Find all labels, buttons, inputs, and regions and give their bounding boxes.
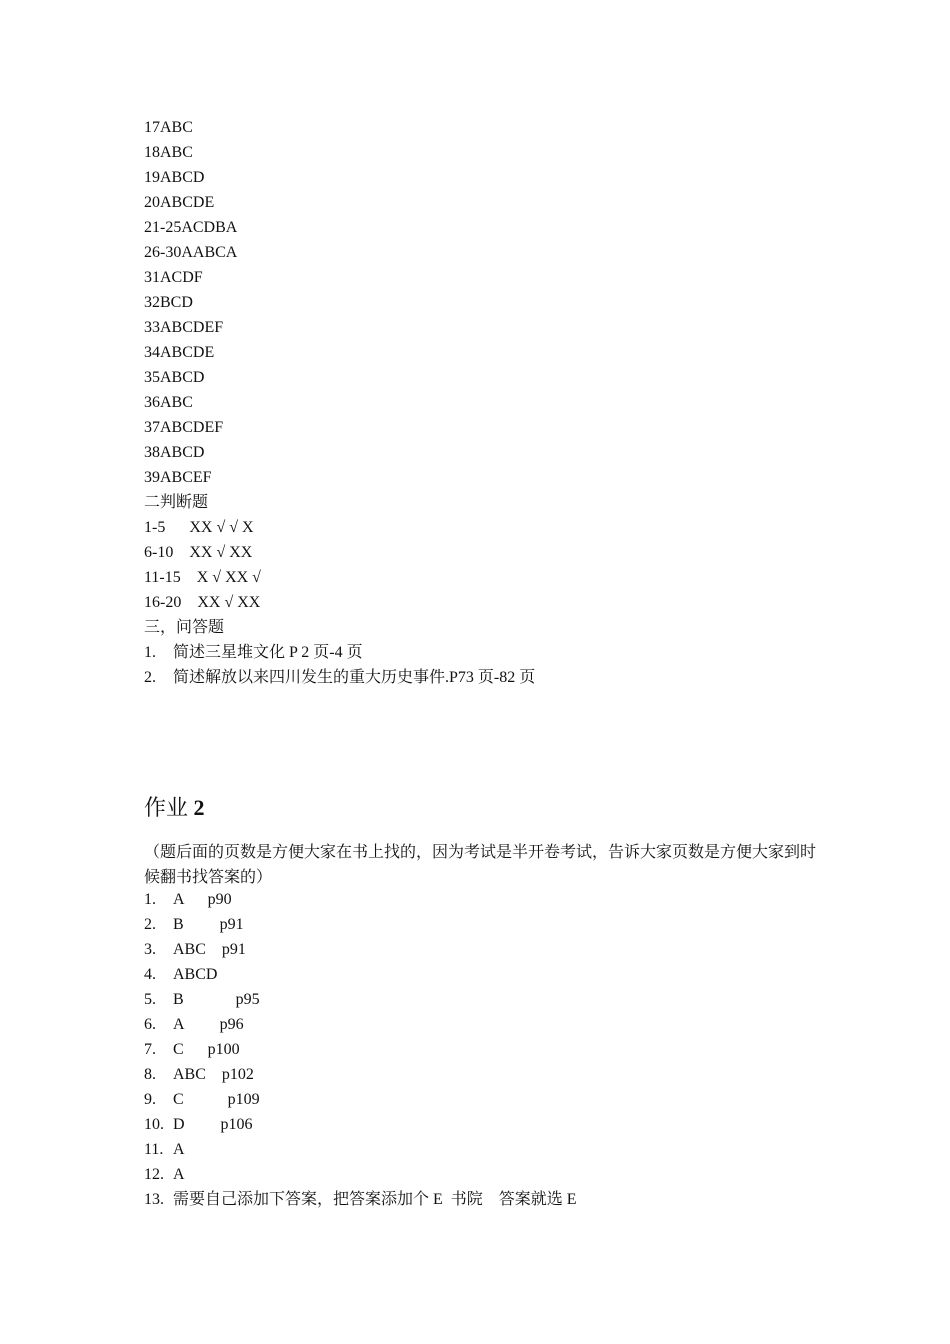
item-text: C p109 — [173, 1091, 260, 1108]
item-number: 3. — [144, 941, 156, 958]
judge-line: 11-15 X √ XX √ — [144, 569, 261, 586]
item-text: C p100 — [173, 1041, 240, 1058]
item-number: 8. — [144, 1066, 156, 1083]
list-item — [144, 990, 260, 1010]
answer-line: 38ABCD — [144, 444, 205, 461]
list-item — [144, 965, 217, 985]
answer-line: 19ABCD — [144, 169, 205, 186]
answer-line: 32BCD — [144, 294, 193, 311]
answer-line: 34ABCDE — [144, 344, 215, 361]
qa-item — [144, 668, 535, 688]
judge-line: 6-10 XX √ XX — [144, 544, 253, 561]
list-item — [144, 1190, 577, 1210]
item-text: ABC p102 — [173, 1066, 254, 1083]
item-text: ABCD — [173, 966, 218, 983]
judge-section-title: 二判断题 — [144, 494, 209, 511]
answer-line: 37ABCDEF — [144, 419, 224, 436]
list-item — [144, 1015, 244, 1035]
item-number: 7. — [144, 1041, 156, 1058]
answer-line: 26-30AABCA — [144, 244, 238, 261]
list-item — [144, 1115, 253, 1135]
answer-line: 33ABCDEF — [144, 319, 224, 336]
qa-section-title: 三，问答题 — [144, 619, 225, 636]
item-text: A p96 — [173, 1016, 244, 1033]
item-number: 10. — [144, 1116, 164, 1133]
item-text: A — [173, 1141, 185, 1158]
item-number: 12. — [144, 1166, 164, 1183]
item-text: A — [173, 1166, 185, 1183]
item-number: 4. — [144, 966, 156, 983]
heading-number: 2 — [193, 795, 205, 820]
item-text: B p95 — [173, 991, 260, 1008]
section-heading — [144, 794, 205, 822]
item-number: 2. — [144, 916, 156, 933]
answer-line: 35ABCD — [144, 369, 205, 386]
item-text: 需要自己添加下答案，把答案添加个 E 书院 答案就选 E — [173, 1191, 577, 1208]
answer-line: 31ACDF — [144, 269, 203, 286]
answer-line: 17ABC — [144, 119, 193, 136]
section-note: （题后面的页数是方便大家在书上找的，因为考试是半开卷考试，告诉大家页数是方便大家到时候翻书找答案的） — [144, 844, 817, 886]
heading-prefix: 作业 — [144, 795, 189, 820]
answer-line: 36ABC — [144, 394, 193, 411]
judge-line: 16-20 XX √ XX — [144, 594, 261, 611]
judge-line: 1-5 XX √ √ X — [144, 519, 254, 536]
list-item — [144, 1065, 254, 1085]
item-number: 13. — [144, 1191, 164, 1208]
answer-line: 39ABCEF — [144, 469, 212, 486]
list-item — [144, 1040, 240, 1060]
item-number: 11. — [144, 1141, 164, 1158]
list-item — [144, 1090, 260, 1110]
list-item — [144, 940, 246, 960]
qa-text: 简述三星堆文化 P 2 页-4 页 — [173, 644, 363, 661]
answer-line: 18ABC — [144, 144, 193, 161]
answer-line: 21-25ACDBA — [144, 219, 238, 236]
item-text: ABC p91 — [173, 941, 246, 958]
item-text: D p106 — [173, 1116, 253, 1133]
item-number: 9. — [144, 1091, 156, 1108]
item-text: B p91 — [173, 916, 244, 933]
answer-line: 20ABCDE — [144, 194, 215, 211]
list-item — [144, 1140, 185, 1160]
qa-number: 1. — [144, 644, 156, 661]
item-text: A p90 — [173, 891, 232, 908]
item-number: 5. — [144, 991, 156, 1008]
item-number: 6. — [144, 1016, 156, 1033]
list-item — [144, 890, 232, 910]
qa-item — [144, 643, 363, 663]
qa-text: 简述解放以来四川发生的重大历史事件.P73 页-82 页 — [173, 669, 536, 686]
item-number: 1. — [144, 891, 156, 908]
list-item — [144, 1165, 185, 1185]
list-item — [144, 915, 244, 935]
qa-number: 2. — [144, 669, 156, 686]
